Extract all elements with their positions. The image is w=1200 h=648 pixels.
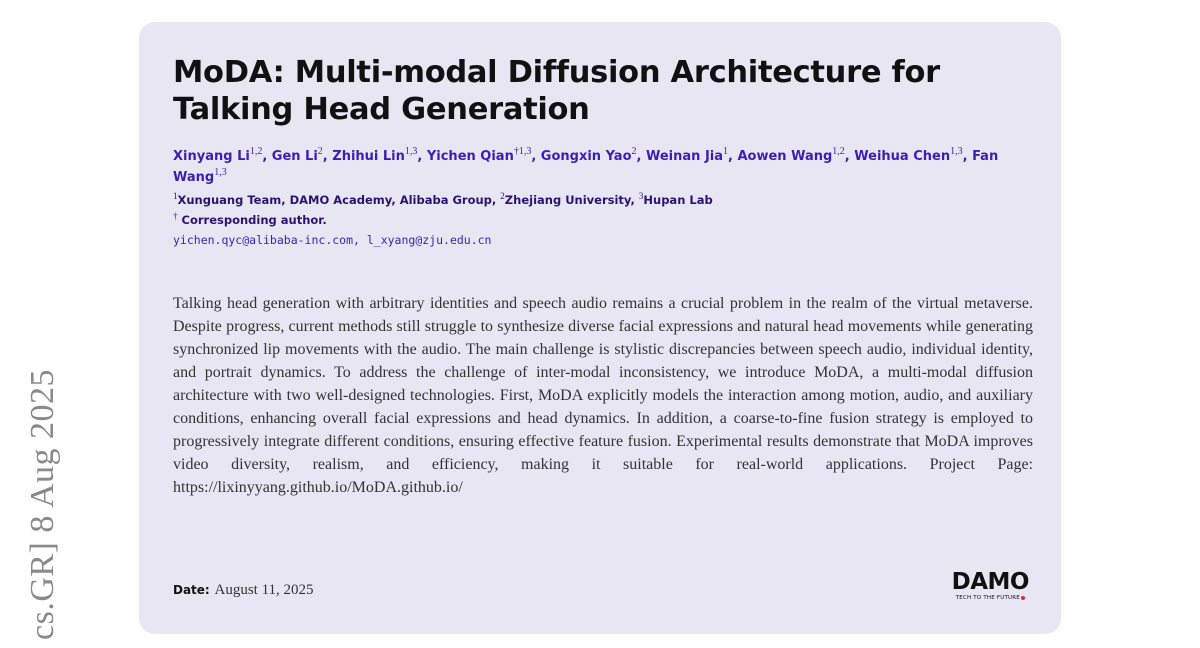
author-separator: , (636, 149, 646, 164)
author-name: Weihua Chen (854, 149, 951, 164)
author-affiliation-sup: 1 (723, 146, 729, 157)
date-line (173, 580, 314, 599)
author-affiliation-sup: 1,3 (950, 146, 963, 157)
author-name: Zhihui Lin (332, 149, 405, 164)
author-separator: , (728, 149, 738, 164)
paper-header-card (139, 22, 1061, 634)
dagger-mark: † (173, 211, 178, 221)
date-label: Date: (173, 583, 210, 597)
affiliations (173, 190, 1033, 230)
abstract: Talking head generation with arbitrary identities and speech audio remains a crucial problem in the realm of the virtual metaverse. Despite progress, current methods still struggle to synthesize diverse facial expressions and natural head movements while generating synchronized lip movements with the audio. The main challenge is stylistic discrepancies between speech audio, individual identity, and portrait dynamics. To address the challenge of inter-modal inconsistency, we introduce MoDA, a multi-modal diffusion architecture with two well-designed technologies. First, MoDA explicitly models the interaction among motion, audio, and auxiliary conditions, enhancing overall facial expressions and head dynamics. In addition, a coarse-to-fine fusion strategy is employed to progressively integrate different conditions, ensuring effective feature fusion. Experimental results demonstrate that MoDA improves video diversity, realism, and efficiency, making it suitable for real-world applications. Project Page: https://lixinyyang.github.io/MoDA.github.io/ (173, 295, 1033, 496)
paper-title: MoDA: Multi-modal Diffusion Architecture for Talking Head Generation (173, 55, 940, 127)
affiliation-text: Zhejiang University, (504, 193, 639, 207)
corresponding-text: Corresponding author. (181, 213, 327, 227)
affiliation-text: Xunguang Team, DAMO Academy, Alibaba Group, (177, 193, 501, 207)
author-name: Yichen Qian (426, 149, 514, 164)
author-separator: , (962, 149, 973, 164)
author-name: Gongxin Yao (540, 149, 632, 164)
author-affiliation-sup: 2 (631, 146, 637, 157)
logo-wordmark: DAMO (951, 569, 1029, 595)
author-list (173, 146, 1033, 188)
author-separator: , (417, 149, 427, 164)
author-name: Xinyang Li (173, 149, 250, 164)
affiliation-sup: 3 (638, 191, 644, 201)
author-separator: , (531, 149, 541, 164)
corresponding-note (173, 210, 1033, 230)
author-name: Aowen Wang (737, 149, 833, 164)
affiliation-line (173, 190, 1033, 210)
date-value: August 11, 2025 (214, 582, 314, 598)
logo-tagline-text: TECH TO THE FUTURE (955, 595, 1020, 601)
affiliation-text: Hupan Lab (643, 193, 713, 207)
damo-logo (952, 570, 1029, 602)
affiliation-sup: 2 (500, 191, 505, 201)
author-affiliation-sup: 1,2 (249, 146, 263, 157)
author-affiliation-sup: 2 (317, 146, 323, 157)
author-name: Fan Wang (173, 149, 999, 185)
author-separator: , (844, 149, 855, 164)
author-separator: , (322, 149, 333, 164)
logo-tagline (952, 594, 1029, 602)
affiliation-sup: 1 (173, 191, 178, 201)
author-name: Gen Li (271, 149, 318, 164)
logo-dot-icon (1021, 596, 1025, 600)
author-affiliation-sup: †1,3 (513, 146, 532, 157)
author-name: Weinan Jia (645, 149, 724, 164)
contact-emails[interactable]: yichen.qyc@alibaba-inc.com, l_xyang@zju.edu.cn (173, 233, 492, 247)
author-affiliation-sup: 1,3 (214, 167, 227, 178)
author-separator: , (262, 149, 272, 164)
arxiv-side-stamp: cs.GR] 8 Aug 2025 (24, 368, 61, 640)
author-affiliation-sup: 1,2 (832, 146, 845, 157)
author-affiliation-sup: 1,3 (404, 146, 418, 157)
